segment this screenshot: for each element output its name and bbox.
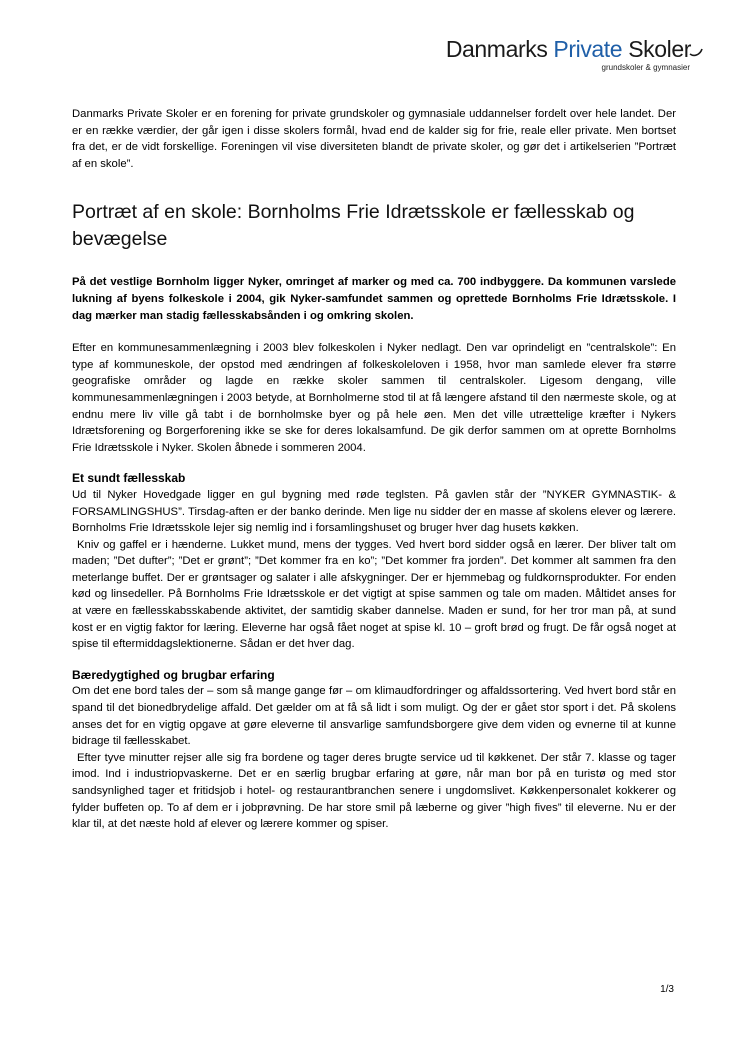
section-heading-baeredygtighed: Bæredygtighed og brugbar erfaring	[72, 667, 275, 682]
lead-paragraph: På det vestlige Bornholm ligger Nyker, omringet af marker og med ca. 700 indbyggere. Da kommunen varslede lukning af byens folkeskole i 2004, gik Nyker-samfundet sammen og oprettede Bornholms Frie Idrætsskole. I dag mærker man stadig fællesskabsånden i og omkring skolen.	[72, 276, 676, 322]
intro-paragraph: Danmarks Private Skoler er en forening for private grundskoler og gymnasiale uddannelser fordelt over hele landet. Der er en række værdier, der går igen i disse skolers formål, hvad end de kalder sig for frie, reale eller private. Men bortset fra det, er de vidt forskellige. Foreningen vil vise diversiteten blandt de private skoler, og gør det i artikelserien ”Portræt af en skole”.	[72, 108, 676, 170]
logo	[446, 36, 704, 72]
section2-paragraph-2: Efter tyve minutter rejser alle sig fra bordene og tager deres brugte service ud til køkkenet. Der står 7. klasse og tager imod. Ind i industriopvaskerne. Det er en særlig brugbar erfaring at gøre, når man bor på en turistø og med stor sandsynlighed tager et fritidsjob i hotel- og restaurantbranchen senere i ungdomslivet. Køkkenpersonalet kokkerer og fylder buffeten op. To af dem er i jobprøvning. De har store smil på læberne og giver ”high fives” til eleverne. Nu er der klar til, at det næste hold af elever og lærere kommer og spiser.	[72, 751, 676, 831]
article	[72, 106, 676, 833]
logo-text-skoler: Skoler	[622, 36, 691, 62]
logo-wordmark	[446, 36, 704, 62]
logo-subtitle: grundskoler & gymnasier	[601, 63, 690, 72]
logo-swoosh-icon	[688, 45, 704, 59]
section1-paragraph-2: Kniv og gaffel er i hænderne. Lukket mund, mens der tygges. Ved hvert bord sidder også en lærer. Der bliver talt om maden; ”Det dufter”; ”Det er grønt”; ”Det kommer fra en ko”; ”Det kommer fra jorden”. Det kommer alt sammen fra den meterlange buffet. Der er grøntsager og salater i alle afskygninger. Der er hjemmebag og fuldkornsprodukter. For enden kød og linsedeller. På Bornholms Frie Idrætsskole er det vigtigt at spise sammen og tale om maden. Måltidet anses for at være en fællesskabsskabende aktivitet, der samtidig skaber dannelse. Maden er sund, for her tror man på, at sund kost er en vigtig faktor for læring. Eleverne har også fået noget at spise kl. 10 – groft brød og frugt. De får også noget at spise til eftermiddagslektionerne. Sådan er det hver dag.	[72, 538, 676, 651]
section-heading-faellesskab: Et sundt fællesskab	[72, 471, 186, 486]
page-number: 1/3	[660, 984, 674, 995]
body-paragraph: Efter en kommunesammenlægning i 2003 blev folkeskolen i Nyker nedlagt. Den var oprindeligt en ”centralskole”: En type af kommuneskole, der opstod med ændringen af folkeskoleloven i 1958, hvor man samlede elever fra større geografiske områder og lagde en række skoler sammen til centralskoler. Ligesom dengang, ville kommunesammenlægningen i 2003 betyde, at Bornholmerne stod til at få længere afstand til den nærmeste skole, og at endnu mere liv ville gå tabt i de bornholmske byer og på hele øen. Men det ville utrættelige kræfter i Nykers Idrætsforening og Borgerforening ikke se ske for deres lokalsamfund. De gik derfor sammen om at oprette Bornholms Frie Idrætsskole i Nyker. Skolen åbnede i sommeren 2004.	[72, 342, 676, 454]
logo-text-danmarks: Danmarks	[445, 36, 554, 62]
article-title: Portræt af en skole: Bornholms Frie Idrætsskole er fællesskab og bevægelse	[72, 201, 635, 251]
section2-paragraph-1: Om det ene bord tales der – som så mange gange før – om klimaudfordringer og affaldssortering. Ved hvert bord står en spand til det bionedbrydelige affald. Det gælder om at få så lidt i som muligt. Og der er gået stor sport i det. På skolens anses det for en vigtig opgave at gøre eleverne til ansvarlige samfundsborgere give dem viden og evnerne til at kunne bidrage til fællesskabet.	[72, 685, 676, 748]
section1-paragraph-1: Ud til Nyker Hovedgade ligger en gul bygning med røde teglsten. På gavlen står der ”NYKER GYMNASTIK- & FORSAMLINGSHUS”. Tirsdag-aften er der banko derinde. Men lige nu sidder der en masse af skolens elever og lærere. Bornholms Frie Idrætsskole lejer sig nemlig ind i forsamlingshuset og bruger hver dag husets køkken.	[72, 488, 676, 535]
logo-text-private: Private	[553, 36, 623, 62]
